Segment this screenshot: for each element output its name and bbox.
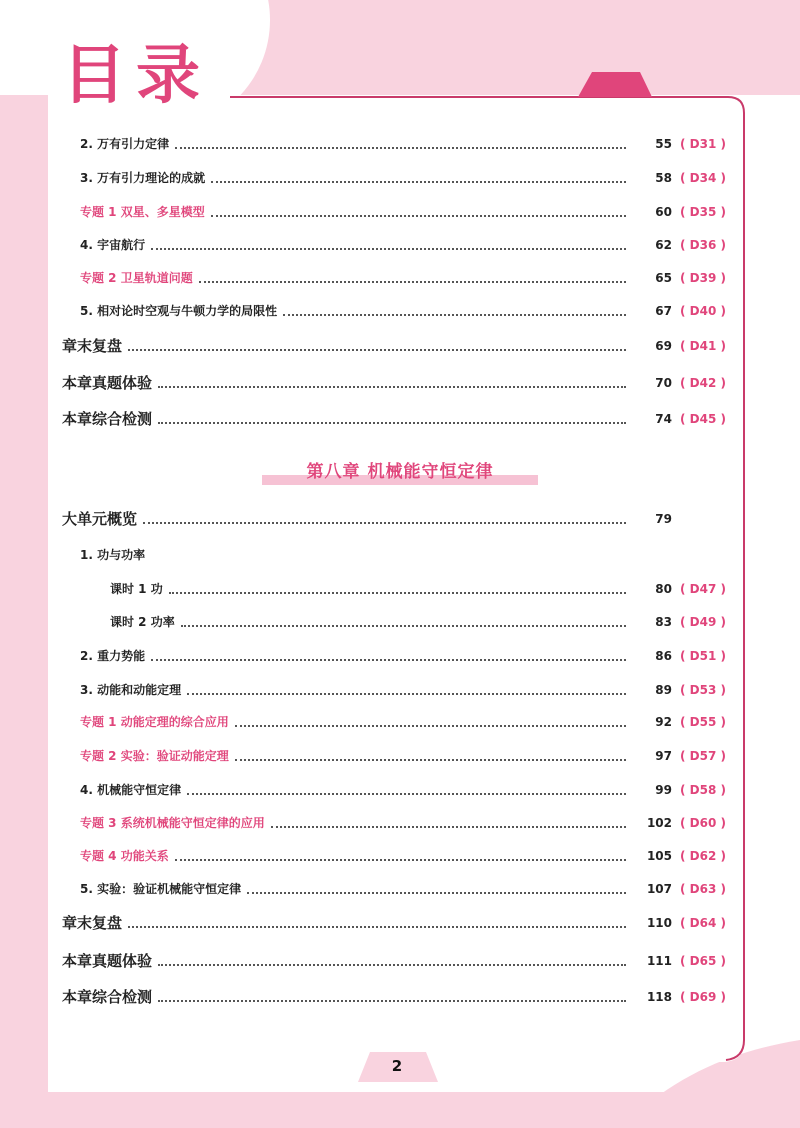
- toc-entry-label: 专题 2 实验：验证动能定理: [80, 749, 229, 763]
- toc-entry[interactable]: [0, 609, 800, 635]
- toc-entry-label: 3. 动能和动能定理: [80, 683, 182, 697]
- toc-entry[interactable]: [0, 948, 800, 974]
- toc-page-number: 89: [655, 683, 672, 697]
- page-number: 2: [391, 1057, 403, 1075]
- toc-entry[interactable]: [0, 199, 800, 225]
- toc-leader-dots: [283, 314, 626, 316]
- toc-answer-code: ( D58 ): [680, 783, 726, 797]
- toc-page-number: 110: [646, 916, 672, 930]
- toc-entry[interactable]: [0, 370, 800, 396]
- toc-answer-code: ( D31 ): [680, 137, 726, 151]
- toc-entry[interactable]: [0, 843, 800, 869]
- toc-leader-dots: [158, 964, 626, 966]
- toc-page-number: 65: [655, 271, 672, 285]
- toc-answer-code: ( D49 ): [680, 615, 726, 629]
- toc-leader-dots: [128, 926, 626, 928]
- toc-answer-code: ( D65 ): [680, 954, 726, 968]
- toc-leader-dots: [271, 826, 626, 828]
- toc-leader-dots: [199, 281, 626, 283]
- toc-leader-dots: [175, 859, 626, 861]
- toc-entry[interactable]: [0, 810, 800, 836]
- toc-page-number: 58: [655, 171, 672, 185]
- toc-entry-label: 5. 实验：验证机械能守恒定律: [80, 882, 242, 896]
- toc-entry[interactable]: [0, 406, 800, 432]
- toc-leader-dots: [211, 215, 626, 217]
- toc-entry[interactable]: [0, 298, 800, 324]
- chapter-heading: [262, 459, 538, 489]
- toc-page-number: 107: [646, 882, 672, 896]
- toc-entry[interactable]: [0, 576, 800, 602]
- toc-entry[interactable]: [0, 677, 800, 703]
- toc-entry-label: 本章真题体验: [62, 952, 153, 970]
- toc-entry-label: 大单元概览: [62, 510, 138, 528]
- toc-answer-code: ( D57 ): [680, 749, 726, 763]
- toc-page-number: 55: [655, 137, 672, 151]
- toc-page-number: 62: [655, 238, 672, 252]
- toc-entry-label: 2. 重力势能: [80, 649, 146, 663]
- toc-answer-code: ( D36 ): [680, 238, 726, 252]
- toc-entry[interactable]: [0, 165, 800, 191]
- toc-page-number: 111: [646, 954, 672, 968]
- toc-entry-label: 2. 万有引力定律: [80, 137, 170, 151]
- toc-entry-label: 5. 相对论时空观与牛顿力学的局限性: [80, 304, 278, 318]
- toc-entry-label: 专题 3 系统机械能守恒定律的应用: [80, 816, 265, 830]
- toc-leader-dots: [235, 725, 626, 727]
- toc-entry[interactable]: [0, 265, 800, 291]
- toc-answer-code: ( D35 ): [680, 205, 726, 219]
- toc-answer-code: ( D40 ): [680, 304, 726, 318]
- toc-answer-code: ( D53 ): [680, 683, 726, 697]
- toc-leader-dots: [128, 349, 626, 351]
- toc-answer-code: ( D62 ): [680, 849, 726, 863]
- toc-answer-code: ( D60 ): [680, 816, 726, 830]
- toc-answer-code: ( D55 ): [680, 715, 726, 729]
- toc-answer-code: ( D41 ): [680, 339, 726, 353]
- toc-page-number: 105: [646, 849, 672, 863]
- toc-page-number: 80: [655, 582, 672, 596]
- toc-page-number: 70: [655, 376, 672, 390]
- toc-entry[interactable]: [0, 743, 800, 769]
- toc-entry[interactable]: [0, 506, 800, 532]
- toc-entry-label: 课时 1 功: [110, 582, 163, 596]
- toc-answer-code: ( D69 ): [680, 990, 726, 1004]
- toc-page-number: 118: [646, 990, 672, 1004]
- toc-entry-label: 章末复盘: [62, 914, 123, 932]
- toc-entry[interactable]: [0, 542, 800, 568]
- toc-entry-label: 课时 2 功率: [110, 615, 175, 629]
- toc-entry-label: 专题 1 双星、多星模型: [80, 205, 205, 219]
- toc-answer-code: ( D64 ): [680, 916, 726, 930]
- toc-leader-dots: [175, 147, 626, 149]
- toc-entry-label: 1. 功与功率: [80, 548, 146, 562]
- toc-leader-dots: [169, 592, 626, 594]
- toc-entry-label: 专题 1 动能定理的综合应用: [80, 715, 229, 729]
- toc-answer-code: ( D34 ): [680, 171, 726, 185]
- toc-answer-code: ( D51 ): [680, 649, 726, 663]
- toc-entry-label: 专题 2 卫星轨道问题: [80, 271, 193, 285]
- toc-entry[interactable]: [0, 709, 800, 735]
- toc-page-number: 69: [655, 339, 672, 353]
- toc-answer-code: ( D63 ): [680, 882, 726, 896]
- toc-leader-dots: [181, 625, 626, 627]
- toc-entry[interactable]: [0, 984, 800, 1010]
- toc-page-number: 92: [655, 715, 672, 729]
- toc-leader-dots: [187, 693, 626, 695]
- toc-entry-label: 本章综合检测: [62, 988, 153, 1006]
- toc-page-number: 99: [655, 783, 672, 797]
- toc-entry-label: 本章真题体验: [62, 374, 153, 392]
- toc-page-number: 79: [655, 512, 672, 526]
- toc-entry[interactable]: [0, 777, 800, 803]
- toc-entry[interactable]: [0, 232, 800, 258]
- toc-entry-label: 3. 万有引力理论的成就: [80, 171, 206, 185]
- toc-entry-label: 章末复盘: [62, 337, 123, 355]
- toc-answer-code: ( D45 ): [680, 412, 726, 426]
- toc-entry[interactable]: [0, 333, 800, 359]
- toc-page-number: 83: [655, 615, 672, 629]
- toc-leader-dots: [158, 1000, 626, 1002]
- chapter-heading-text: 第八章 机械能守恒定律: [306, 462, 494, 482]
- toc-leader-dots: [158, 422, 626, 424]
- toc-leader-dots: [151, 659, 626, 661]
- toc-entry-label: 4. 宇宙航行: [80, 238, 146, 252]
- toc-answer-code: ( D47 ): [680, 582, 726, 596]
- toc-entry[interactable]: [0, 910, 800, 936]
- toc-page-number: 74: [655, 412, 672, 426]
- toc-answer-code: ( D39 ): [680, 271, 726, 285]
- page-title: 目录: [62, 39, 210, 113]
- toc-leader-dots: [158, 386, 626, 388]
- toc-entry-label: 本章综合检测: [62, 410, 153, 428]
- toc-page-number: 86: [655, 649, 672, 663]
- toc-page-number: 97: [655, 749, 672, 763]
- toc-page-number: 60: [655, 205, 672, 219]
- toc-leader-dots: [211, 181, 626, 183]
- toc-leader-dots: [247, 892, 626, 894]
- toc-entry[interactable]: [0, 131, 800, 157]
- toc-page-number: 67: [655, 304, 672, 318]
- toc-leader-dots: [143, 522, 626, 524]
- toc-leader-dots: [151, 248, 626, 250]
- toc-entry[interactable]: [0, 876, 800, 902]
- toc-leader-dots: [187, 793, 626, 795]
- toc-answer-code: ( D42 ): [680, 376, 726, 390]
- toc-entry[interactable]: [0, 643, 800, 669]
- toc-page-number: 102: [646, 816, 672, 830]
- toc-entry-label: 专题 4 功能关系: [80, 849, 169, 863]
- toc-entry-label: 4. 机械能守恒定律: [80, 783, 182, 797]
- toc-leader-dots: [235, 759, 626, 761]
